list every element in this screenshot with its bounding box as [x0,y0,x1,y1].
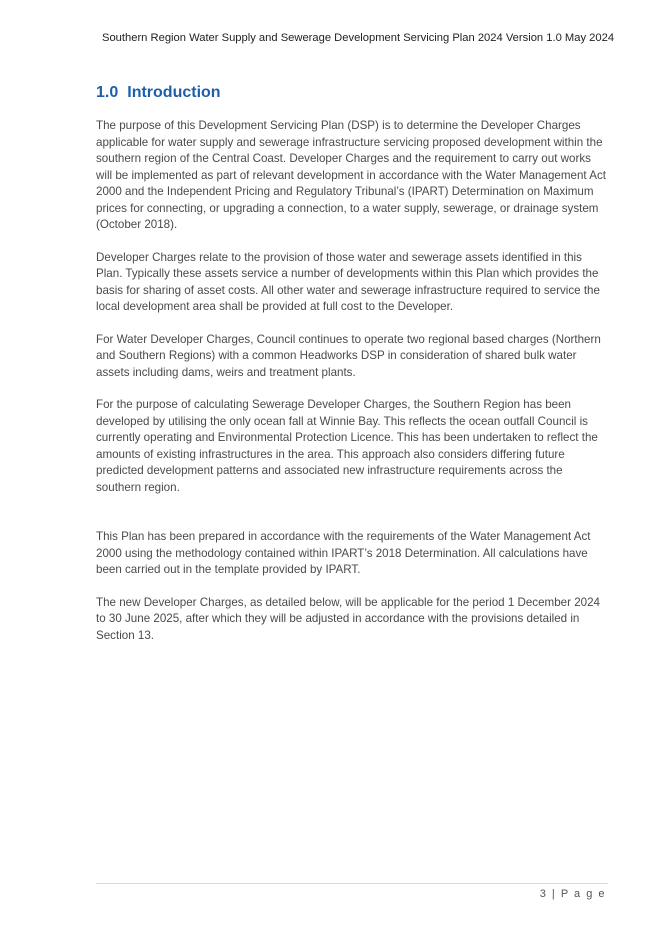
paragraph-water-charges: For Water Developer Charges, Council continues to operate two regional based charges (Northern and Southern Regions) with a common Headworks DSP in consideration of shared bulk water assets including dams, weirs and treatment plants. [96,332,601,379]
paragraph-period: The new Developer Charges, as detailed below, will be applicable for the period 1 December 2024 to 30 June 2025, after which they will be adjusted in accordance with the provisions detailed in Section 13. [96,595,600,642]
section-number: 1.0 [96,84,119,101]
running-header: Southern Region Water Supply and Sewerage Development Servicing Plan 2024 Version 1.0 May 2024 [102,32,615,44]
paragraph-developer-charges: Developer Charges relate to the provision of those water and sewerage assets identified in this Plan. Typically these assets service a number of developments within this Plan which provides the basis for sharing of asset costs. All other water and sewerage infrastructure required to service the local development area shall be provided at full cost to the Developer. [96,250,600,313]
page-number: 3 | P a g e [539,888,606,900]
paragraph-sewerage-charges: For the purpose of calculating Sewerage Developer Charges, the Southern Region has been developed by utilising the only ocean fall at Winnie Bay. This reflects the ocean outfall Council is currently operating and Environmental Protection Licence. This has been undertaken to reflect the amounts of existing infrastructures in the area. This approach also considers differing future predicted development patterns and associated new infrastructure requirements across the southern region. [96,398,598,494]
paragraph-methodology: This Plan has been prepared in accordance with the requirements of the Water Management Act 2000 using the methodology contained within IPART’s 2018 Determination. All calculations have been carried out in the template provided by IPART. [96,530,591,576]
footer-divider [96,883,608,884]
section-title: Introduction [127,84,221,101]
body-content [96,118,610,644]
section-heading [96,84,221,102]
paragraph-purpose: The purpose of this Development Servicing Plan (DSP) is to determine the Developer Charges applicable for water supply and sewerage infrastructure servicing proposed development within the southern region of the Central Coast. Developer Charges and the requirement to carry out works will be implemented as part of relevant development in accordance with the Water Management Act 2000 and the Independent Pricing and Regulatory Tribunal’s (IPART) Determination on Maximum prices for connecting, or upgrading a connection, to a water supply, sewerage, or drainage system (October 2018). [96,119,606,231]
